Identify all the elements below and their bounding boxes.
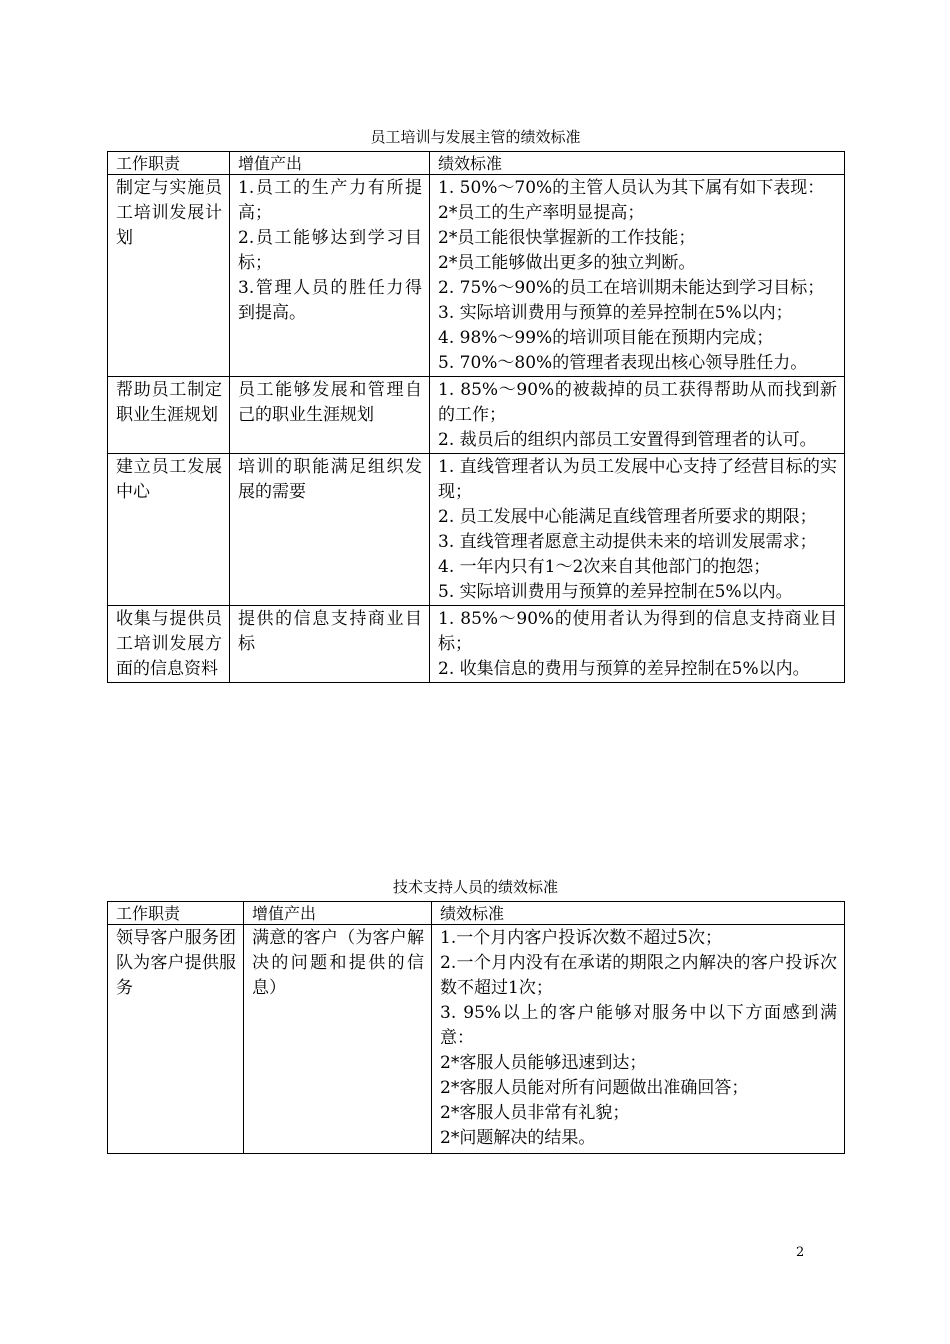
- standard-cell: [430, 454, 845, 606]
- standard-line: 2*客服人员能够迅速到达；: [440, 1053, 647, 1073]
- standard-line: 3. 实际培训费用与预算的差异控制在5%以内；: [438, 303, 793, 323]
- standard-line: 2*问题解决的结果。: [440, 1128, 596, 1148]
- table-row: [108, 925, 845, 1154]
- standard-line: 1. 85%～90%的使用者认为得到的信息支持商业目标；: [438, 609, 837, 654]
- duty-cell: 建立员工发展中心: [108, 454, 230, 606]
- table-row: [108, 175, 845, 377]
- output-cell: [230, 377, 430, 454]
- output-cell: [230, 175, 430, 377]
- table-row: [108, 377, 845, 454]
- output-line: 1.员工的生产力有所提高；: [238, 178, 422, 223]
- standard-line: 4. 一年内只有1～2次来自其他部门的抱怨；: [438, 557, 771, 577]
- output-cell: [230, 454, 430, 606]
- output-line: 提供的信息支持商业目标: [238, 609, 422, 654]
- standard-cell: [432, 925, 845, 1154]
- standard-line: 2*员工能很快掌握新的工作技能；: [438, 228, 696, 248]
- standard-line: 2*客服人员非常有礼貌；: [440, 1103, 630, 1123]
- output-line: 满意的客户（为客户解决的问题和提供的信息）: [252, 928, 424, 998]
- output-line: 员工能够发展和管理自己的职业生涯规划: [238, 380, 422, 425]
- standard-line: 1.一个月内客户投诉次数不超过5次；: [440, 928, 723, 948]
- duty-cell: 帮助员工制定职业生涯规划: [108, 377, 230, 454]
- output-line: 培训的职能满足组织发展的需要: [238, 457, 422, 502]
- output-cell: [244, 925, 432, 1154]
- standard-line: 1. 直线管理者认为员工发展中心支持了经营目标的实现；: [438, 457, 837, 502]
- table-header-row: [108, 152, 845, 175]
- header-duty: 工作职责: [108, 902, 244, 925]
- standard-line: 2. 员工发展中心能满足直线管理者所要求的期限；: [438, 507, 817, 527]
- standard-line: 2.一个月内没有在承诺的期限之内解决的客户投诉次数不超过1次；: [440, 953, 837, 998]
- table2-caption: 技术支持人员的绩效标准: [392, 878, 558, 896]
- output-cell: [230, 606, 430, 683]
- page-number: 2: [796, 1245, 805, 1260]
- standard-line: 3. 95%以上的客户能够对服务中以下方面感到满意：: [440, 1003, 837, 1048]
- tech-support-performance-table: [107, 901, 845, 1154]
- output-line: 2.员工能够达到学习目标；: [238, 228, 422, 273]
- standard-line: 2*员工的生产率明显提高；: [438, 203, 645, 223]
- header-standard: 绩效标准: [430, 152, 845, 175]
- standard-cell: [430, 606, 845, 683]
- standard-cell: [430, 175, 845, 377]
- header-output: 增值产出: [230, 152, 430, 175]
- table-row: [108, 454, 845, 606]
- standard-line: 4. 98%～99%的培训项目能在预期内完成；: [438, 328, 774, 348]
- standard-line: 2. 75%～90%的员工在培训期未能达到学习目标；: [438, 278, 825, 298]
- duty-cell: 收集与提供员工培训发展方面的信息资料: [108, 606, 230, 683]
- standard-line: 5. 实际培训费用与预算的差异控制在5%以内。: [438, 582, 793, 602]
- output-line: 3.管理人员的胜任力得到提高。: [238, 278, 422, 323]
- standard-line: 2*员工能够做出更多的独立判断。: [438, 253, 696, 273]
- header-output: 增值产出: [244, 902, 432, 925]
- duty-cell: 制定与实施员工培训发展计划: [108, 175, 230, 377]
- standard-cell: [430, 377, 845, 454]
- standard-line: 2. 收集信息的费用与预算的差异控制在5%以内。: [438, 659, 810, 679]
- standard-line: 1. 85%～90%的被裁掉的员工获得帮助从而找到新的工作；: [438, 380, 837, 425]
- standard-line: 3. 直线管理者愿意主动提供未来的培训发展需求；: [438, 532, 817, 552]
- table-row: [108, 606, 845, 683]
- header-standard: 绩效标准: [432, 902, 845, 925]
- standard-line: 5. 70%～80%的管理者表现出核心领导胜任力。: [438, 353, 808, 373]
- standard-line: 2*客服人员能对所有问题做出准确回答；: [440, 1078, 749, 1098]
- table1-caption: 员工培训与发展主管的绩效标准: [370, 128, 581, 146]
- standard-line: 1. 50%～70%的主管人员认为其下属有如下表现：: [438, 178, 825, 198]
- table-header-row: [108, 902, 845, 925]
- standard-line: 2. 裁员后的组织内部员工安置得到管理者的认可。: [438, 430, 817, 450]
- training-performance-table: [107, 151, 845, 683]
- header-duty: 工作职责: [108, 152, 230, 175]
- duty-cell: 领导客户服务团队为客户提供服务: [108, 925, 244, 1154]
